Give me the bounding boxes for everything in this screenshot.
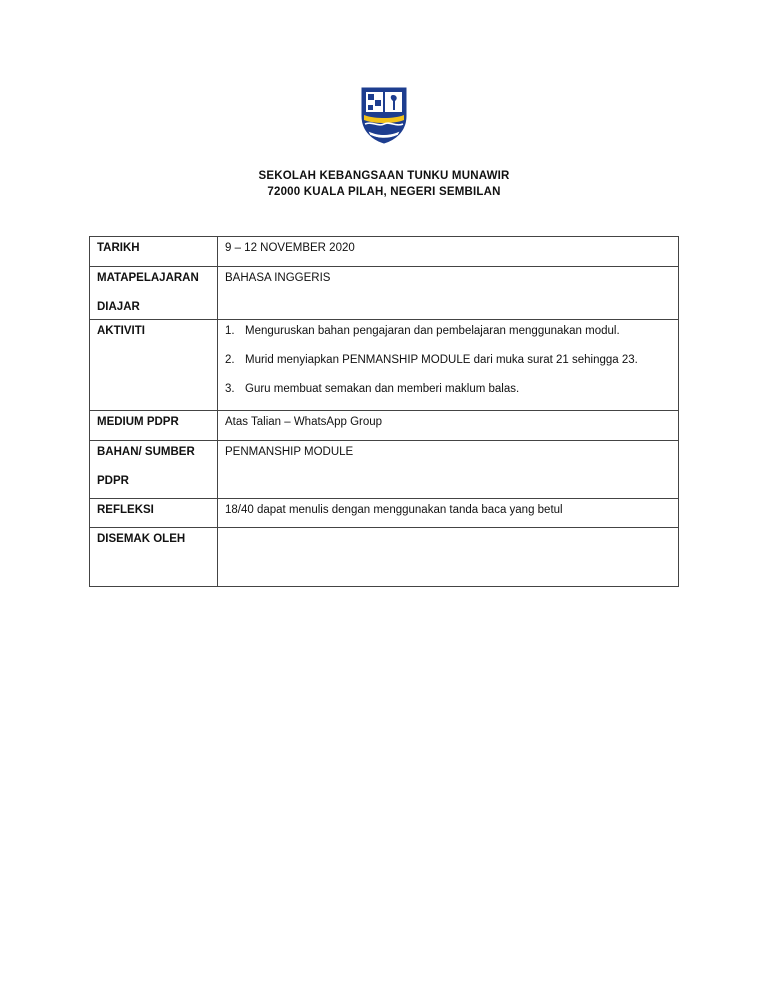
- table-row-refleksi: [90, 499, 679, 528]
- school-name: SEKOLAH KEBANGSAAN TUNKU MUNAWIR: [258, 170, 510, 182]
- table-row-aktiviti: [90, 320, 679, 411]
- list-item-number: 2.: [225, 354, 235, 366]
- aktiviti-value: [218, 320, 679, 411]
- lesson-record-table: [89, 236, 679, 587]
- list-item-text: Menguruskan bahan pengajaran dan pembelajaran menggunakan modul.: [245, 325, 620, 337]
- school-address: 72000 KUALA PILAH, NEGERI SEMBILAN: [267, 186, 501, 198]
- list-item: [225, 381, 671, 397]
- bahan-label: [90, 441, 218, 499]
- aktiviti-list: [225, 323, 671, 397]
- tarikh-label: TARIKH: [90, 237, 218, 267]
- school-header: [0, 168, 768, 200]
- list-item-number: 1.: [225, 325, 235, 337]
- bahan-label-line1: BAHAN/ SUMBER: [97, 446, 195, 458]
- list-item-text: Murid menyiapkan PENMANSHIP MODULE dari muka surat 21 sehingga 23.: [245, 354, 638, 366]
- table-row-disemak: [90, 528, 679, 587]
- bahan-value: PENMANSHIP MODULE: [218, 441, 679, 499]
- table-row-matapelajaran: [90, 267, 679, 320]
- table-row-bahan: [90, 441, 679, 499]
- aktiviti-label: AKTIVITI: [90, 320, 218, 411]
- bahan-label-line2: PDPR: [97, 475, 129, 487]
- tarikh-value: 9 – 12 NOVEMBER 2020: [218, 237, 679, 267]
- disemak-label: DISEMAK OLEH: [90, 528, 218, 587]
- matapelajaran-label: [90, 267, 218, 320]
- list-item-number: 3.: [225, 383, 235, 395]
- matapelajaran-value: BAHASA INGGERIS: [218, 267, 679, 320]
- table-row-tarikh: [90, 237, 679, 267]
- disemak-value: [218, 528, 679, 587]
- list-item-text: Guru membuat semakan dan memberi maklum balas.: [245, 383, 520, 395]
- school-crest-logo: [358, 86, 410, 144]
- refleksi-label: REFLEKSI: [90, 499, 218, 528]
- matapelajaran-label-line2: DIAJAR: [97, 301, 140, 313]
- medium-label: MEDIUM PDPR: [90, 411, 218, 441]
- table-row-medium: [90, 411, 679, 441]
- medium-value: Atas Talian – WhatsApp Group: [218, 411, 679, 441]
- refleksi-value: 18/40 dapat menulis dengan menggunakan tanda baca yang betul: [218, 499, 679, 528]
- list-item: [225, 323, 671, 339]
- list-item: [225, 352, 671, 368]
- matapelajaran-label-line1: MATAPELAJARAN: [97, 272, 199, 284]
